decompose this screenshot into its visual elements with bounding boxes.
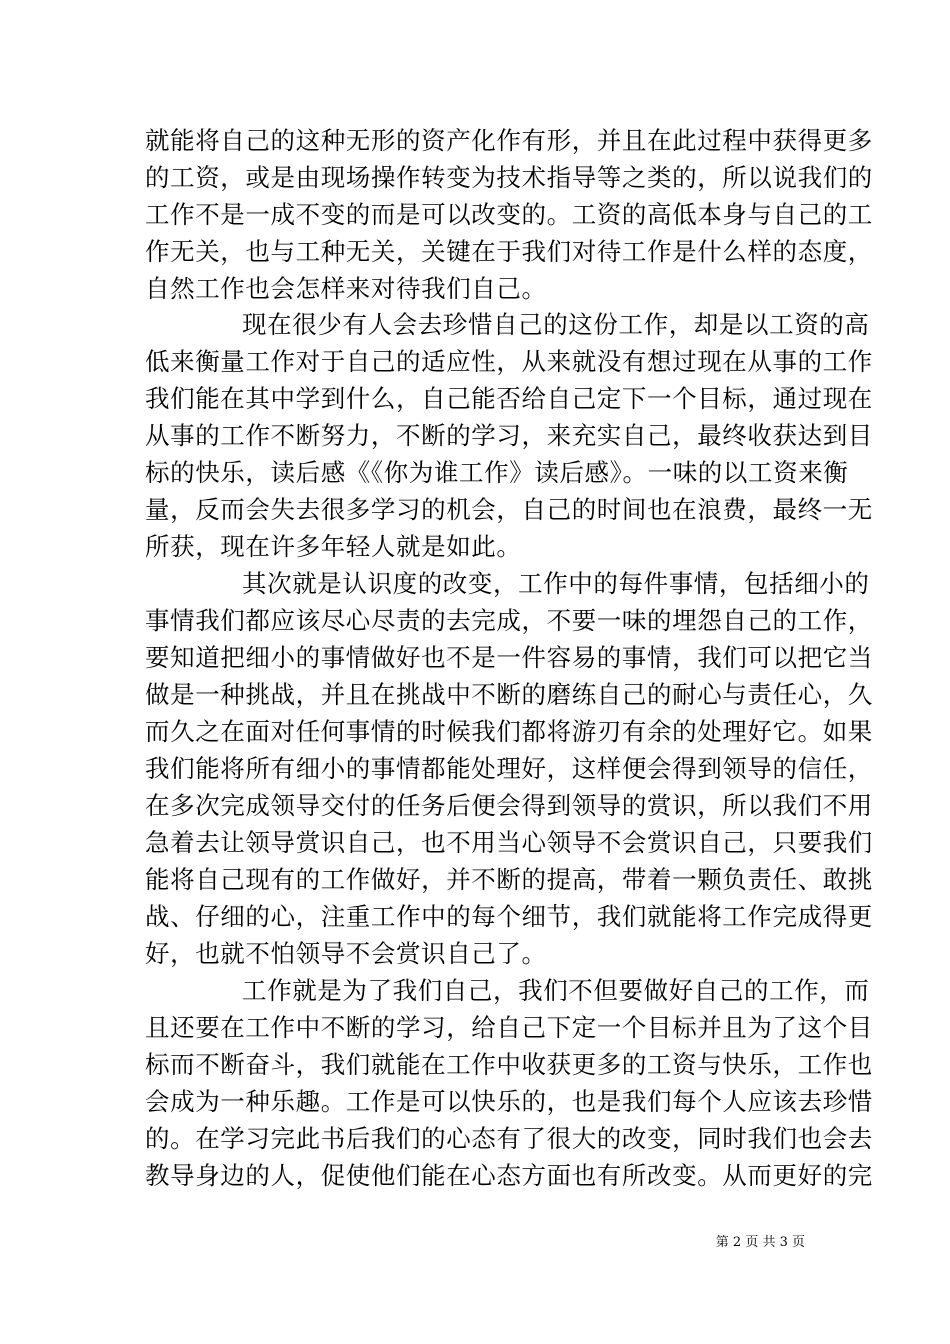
text-line: 会成为一种乐趣。工作是可以快乐的，也是我们每个人应该去珍惜: [145, 1087, 873, 1116]
text-line: 要知道把细小的事情做好也不是一件容易的事情，我们可以把它当: [145, 643, 873, 672]
text-line: 好，也就不怕领导不会赏识自己了。: [145, 939, 547, 968]
text-line: 做是一种挑战，并且在挑战中不断的磨练自己的耐心与责任心，久: [145, 680, 873, 709]
text-line: 作无关，也与工种无关，关键在于我们对待工作是什么样的态度，: [145, 237, 873, 266]
text-line: 工作不是一成不变的而是可以改变的。工资的高低本身与自己的工: [145, 200, 873, 229]
page-footer: 第 2 页 共 3 页: [715, 1235, 805, 1250]
text-line: 标而不断奋斗，我们就能在工作中收获更多的工资与快乐，工作也: [145, 1050, 873, 1079]
text-line: 所获，现在许多年轻人就是如此。: [145, 532, 522, 561]
text-line: 其次就是认识度的改变，工作中的每件事情，包括细小的: [242, 569, 870, 598]
text-line: 自然工作也会怎样来对待我们自己。: [145, 274, 547, 303]
text-line: 的工资，或是由现场操作转变为技术指导等之类的，所以说我们的: [145, 163, 873, 192]
text-line: 现在很少有人会去珍惜自己的这份工作，却是以工资的高: [242, 310, 870, 339]
text-line: 我们能在其中学到什么，自己能否给自己定下一个目标，通过现在: [145, 384, 873, 413]
text-line: 教导身边的人，促使他们能在心态方面也有所改变。从而更好的完: [145, 1161, 873, 1190]
text-line: 急着去让领导赏识自己，也不用当心领导不会赏识自己，只要我们: [145, 828, 873, 857]
text-line: 量，反而会失去很多学习的机会，自己的时间也在浪费，最终一无: [145, 495, 873, 524]
text-line: 我们能将所有细小的事情都能处理好，这样便会得到领导的信任，: [145, 754, 873, 783]
text-line: 事情我们都应该尽心尽责的去完成，不要一味的埋怨自己的工作，: [145, 606, 873, 635]
text-line: 战、仔细的心，注重工作中的每个细节，我们就能将工作完成得更: [145, 902, 873, 931]
text-line: 的。在学习完此书后我们的心态有了很大的改变，同时我们也会去: [145, 1124, 873, 1153]
text-line: 且还要在工作中不断的学习，给自己下定一个目标并且为了这个目: [145, 1013, 873, 1042]
text-line: 而久之在面对任何事情的时候我们都将游刃有余的处理好它。如果: [145, 717, 873, 746]
text-line: 就能将自己的这种无形的资产化作有形，并且在此过程中获得更多: [145, 126, 873, 155]
text-line: 低来衡量工作对于自己的适应性，从来就没有想过现在从事的工作: [145, 347, 873, 376]
text-line: 从事的工作不断努力，不断的学习，来充实自己，最终收获达到目: [145, 421, 873, 450]
text-line: 在多次完成领导交付的任务后便会得到领导的赏识，所以我们不用: [145, 791, 873, 820]
text-line: 工作就是为了我们自己，我们不但要做好自己的工作，而: [242, 976, 870, 1005]
text-line: 能将自己现有的工作做好，并不断的提高，带着一颗负责任、敢挑: [145, 865, 873, 894]
text-line: 标的快乐，读后感《《你为谁工作》读后感》。一味的以工资来衡: [145, 458, 849, 487]
